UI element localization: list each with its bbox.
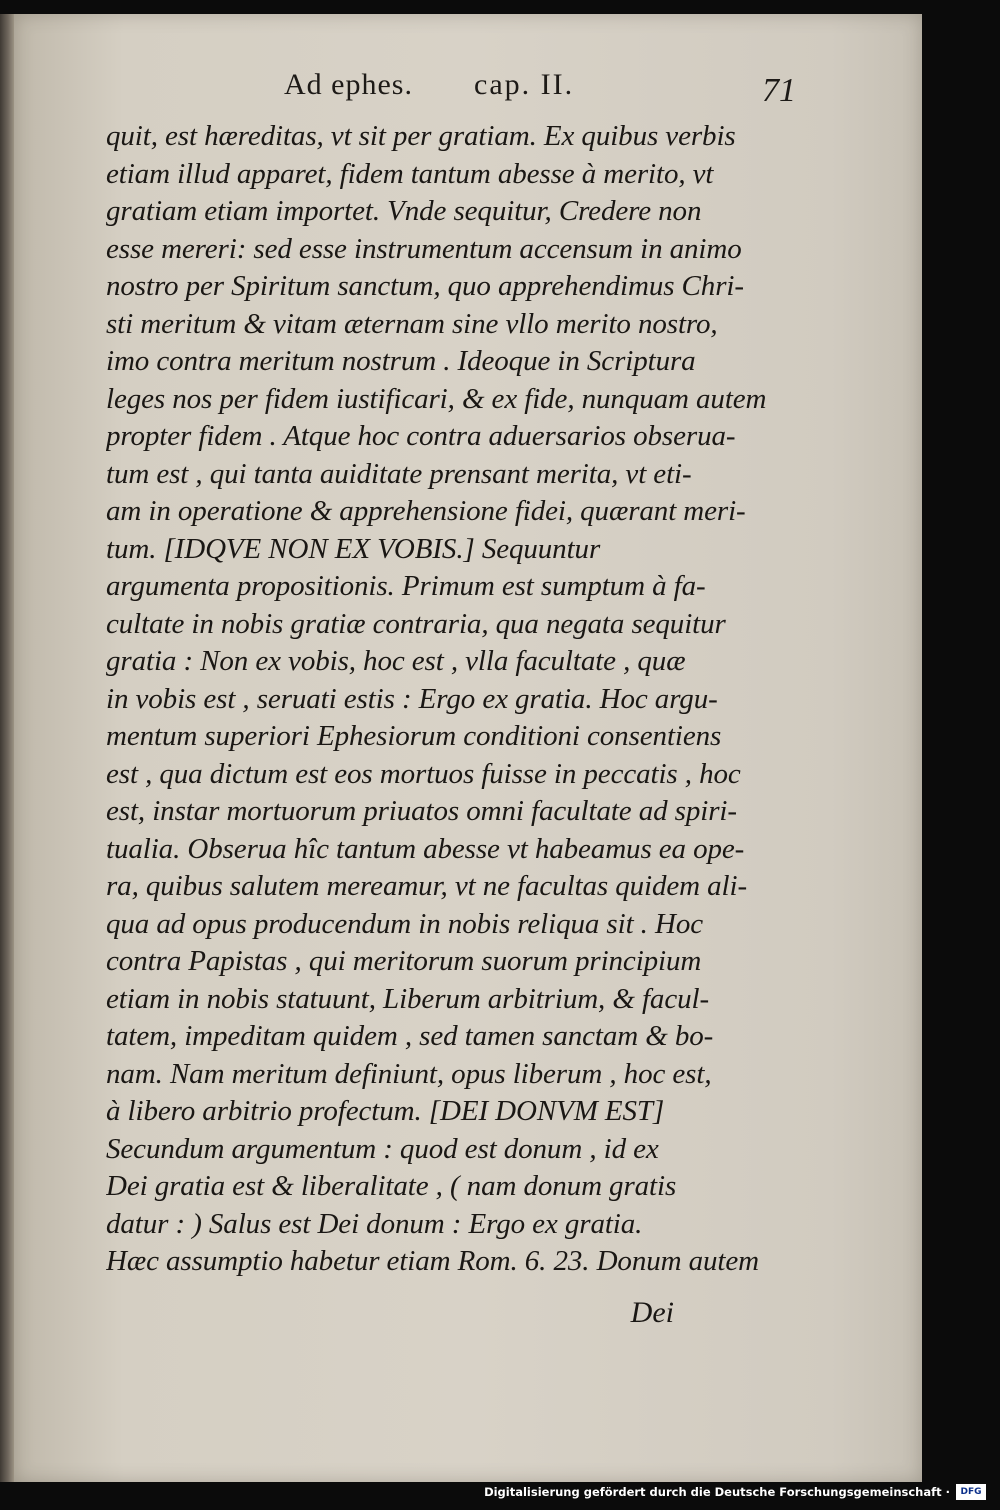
text-line: in vobis est , seruati estis : Ergo ex gratia. Hoc argu- [106,682,718,715]
text-line: argumenta propositionis. Primum est sumptum à fa- [106,570,706,602]
text-line: qua ad opus producendum in nobis reliqua sit . Hoc [106,907,703,940]
text-line: contra Papistas , qui meritorum suorum principium [106,945,702,977]
running-header [284,68,796,112]
chapter-label: cap. II. [474,68,575,101]
text-line: propter fidem . Atque hoc contra aduersarios obserua- [106,420,736,452]
text-line: datur : ) Salus est Dei donum : Ergo ex gratia. [106,1207,643,1240]
running-head: Ad ephes. [284,68,413,101]
text-line: quit, est hæreditas, vt sit per gratiam. Ex quibus verbis [106,120,736,152]
scanned-page [14,14,922,1482]
text-line: tum. [IDQVE NON EX VOBIS.] Sequuntur [106,532,601,565]
text-line: sti meritum & vitam æternam sine vllo merito nostro, [106,307,718,340]
footer-credit: Digitalisierung gefördert durch die Deutsche Forschungsgemeinschaft · [484,1485,950,1499]
text-line: imo contra meritum nostrum . Ideoque in Scriptura [106,345,696,377]
text-line: ra, quibus salutem mereamur, vt ne facultas quidem ali- [106,870,748,902]
text-line: Secundum argumentum : quod est donum , id ex [106,1132,659,1165]
text-line: cultate in nobis gratiæ contraria, qua negata sequitur [106,607,726,640]
text-line: mentum superiori Ephesiorum conditioni consentiens [106,720,722,752]
text-line: etiam in nobis statuunt, Liberum arbitrium, & facul- [106,982,710,1015]
text-line: est , qua dictum est eos mortuos fuisse in peccatis , hoc [106,757,741,790]
text-line: gratia : Non ex vobis, hoc est , vlla facultate , quæ [106,645,686,677]
digitization-footer [484,1482,986,1502]
text-line: tum est , qui tanta auiditate prensant merita, vt eti- [106,457,692,490]
text-line: nostro per Spiritum sanctum, quo apprehendimus Chri- [106,270,744,302]
page-number: 71 [762,72,796,109]
text-line: à libero arbitrio profectum. [DEI DONVM EST] [106,1095,665,1127]
text-line: esse mereri: sed esse instrumentum accensum in animo [106,232,742,265]
text-line: am in operatione & apprehensione fidei, quærant meri- [106,495,746,527]
text-line: tualia. Obserua hîc tantum abesse vt habeamus ea ope- [106,832,745,865]
text-line: est, instar mortuorum priuatos omni facultate ad spiri- [106,795,737,827]
text-line: tatem, impeditam quidem , sed tamen sanctam & bo- [106,1020,714,1052]
text-line: Hæc assumptio habetur etiam Rom. 6. 23. Donum autem [106,1245,759,1277]
text-line: nam. Nam meritum definiunt, opus liberum , hoc est, [106,1057,712,1090]
text-line: Dei gratia est & liberalitate , ( nam donum gratis [106,1170,677,1202]
text-line: etiam illud apparet, fidem tantum abesse à merito, vt [106,157,714,190]
text-line: leges nos per fidem iustificari, & ex fide, nunquam autem [106,382,767,415]
main-text-block [106,118,768,1281]
dfg-logo-icon: DFG [956,1484,986,1500]
text-line: gratiam etiam importet. Vnde sequitur, Credere non [106,195,702,227]
catchword: Dei [630,1296,674,1329]
